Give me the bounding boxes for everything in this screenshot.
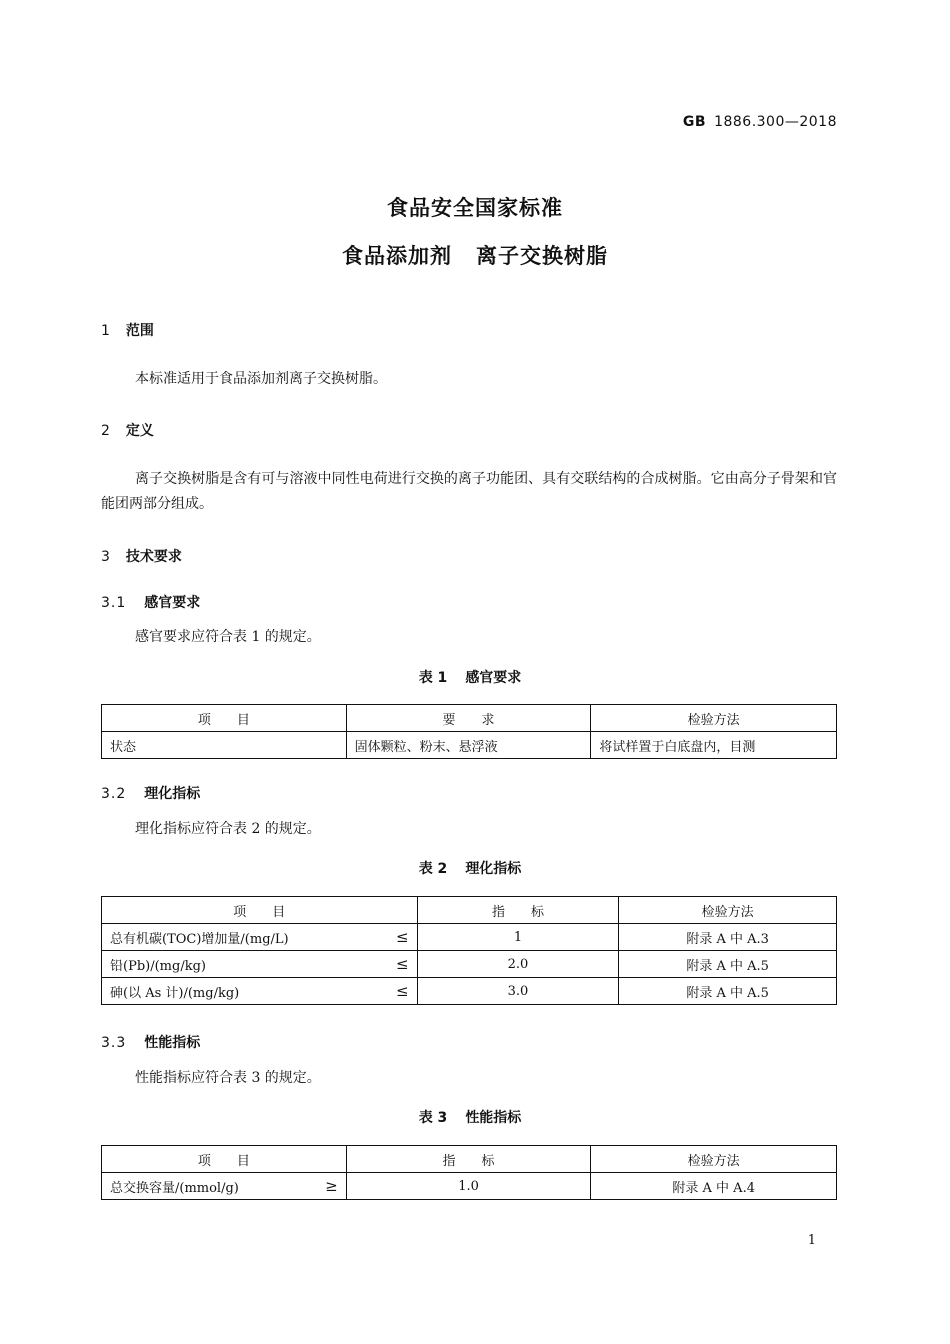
table-2-caption: [0, 858, 940, 878]
table-header-row: [102, 897, 837, 924]
cell-method: 附录 A 中 A.5: [619, 951, 837, 978]
header-item: 项 目: [102, 897, 418, 924]
table-row: [102, 951, 837, 978]
section-title: 性能指标: [144, 1035, 201, 1051]
section-2-text: 离子交换树脂是含有可与溶液中同性电荷进行交换的离子功能团、具有交联结构的合成树脂。它由高分子骨架和官能团两部分组成。: [101, 471, 837, 512]
section-title: 技术要求: [125, 549, 182, 565]
table-row: [102, 924, 837, 951]
section-3-1-text: 感官要求应符合表 1 的规定。: [135, 629, 321, 645]
section-number: 3: [101, 549, 110, 565]
table-1: [101, 704, 837, 759]
cell-method: 附录 A 中 A.3: [619, 924, 837, 951]
section-title: 理化指标: [144, 786, 201, 802]
table-row: [102, 732, 837, 759]
table-3: [101, 1145, 837, 1200]
item-label: 总交换容量/(mmol/g): [110, 1180, 239, 1196]
table-row: [102, 1173, 837, 1200]
table-number: 表 2: [418, 861, 448, 877]
item-label: 砷(以 As 计)/(mg/kg): [110, 985, 240, 1001]
section-3-1-heading: [101, 592, 200, 612]
page-number: 1: [807, 1233, 816, 1248]
section-title: 范围: [125, 323, 154, 339]
operator-symbol: ≤: [396, 981, 409, 1000]
section-3-3-text: 性能指标应符合表 3 的规定。: [135, 1070, 321, 1086]
header-index: 指 标: [417, 897, 619, 924]
header-index: 指 标: [346, 1146, 591, 1173]
table-header-row: [102, 705, 837, 732]
table-header-row: [102, 1146, 837, 1173]
section-1-text: 本标准适用于食品添加剂离子交换树脂。: [135, 371, 387, 387]
cell-method: 将试样置于白底盘内，目测: [591, 732, 837, 759]
section-title: 定义: [125, 423, 154, 439]
cell-item: [102, 1173, 347, 1200]
table-2: [101, 896, 837, 1005]
document-title-sub: [0, 240, 950, 270]
document-title-main: 食品安全国家标准: [387, 196, 563, 220]
header-method: 检验方法: [591, 705, 837, 732]
section-2-heading: [101, 420, 154, 440]
header-method: 检验方法: [591, 1146, 837, 1173]
cell-requirement: 固体颗粒、粉末、悬浮液: [346, 732, 591, 759]
operator-symbol: ≤: [396, 927, 409, 946]
cell-value: 2.0: [417, 951, 619, 978]
item-label: 总有机碳(TOC)增加量/(mg/L): [110, 931, 289, 947]
table-title: 感官要求: [465, 670, 522, 686]
table-3-caption: [0, 1107, 940, 1127]
header-item: 项 目: [102, 1146, 347, 1173]
cell-item: [102, 978, 418, 1005]
section-number: 3.3: [101, 1035, 127, 1051]
cell-item: [102, 924, 418, 951]
standard-prefix: GB: [682, 114, 707, 130]
title-sub-part-b: 离子交换树脂: [476, 244, 608, 268]
cell-method: 附录 A 中 A.4: [591, 1173, 837, 1200]
section-title: 感官要求: [144, 595, 201, 611]
section-3-heading: [101, 546, 182, 566]
section-3-2-text: 理化指标应符合表 2 的规定。: [135, 821, 321, 837]
operator-symbol: ≤: [396, 954, 409, 973]
section-number: 3.2: [101, 786, 127, 802]
table-title: 理化指标: [465, 861, 522, 877]
section-number: 3.1: [101, 595, 127, 611]
standard-code: 1886.300—2018: [714, 114, 837, 130]
standard-number: [683, 114, 837, 130]
section-3-3-heading: [101, 1032, 200, 1052]
item-label: 铅(Pb)/(mg/kg): [110, 958, 206, 974]
table-number: 表 3: [418, 1110, 448, 1126]
table-1-caption: [0, 667, 940, 687]
section-3-2-heading: [101, 783, 200, 803]
title-sub-part-a: 食品添加剂: [342, 244, 452, 268]
cell-value: 3.0: [417, 978, 619, 1005]
section-number: 2: [101, 423, 110, 439]
operator-symbol: ≥: [325, 1176, 338, 1195]
cell-value: 1: [417, 924, 619, 951]
cell-item: [102, 951, 418, 978]
cell-value: 1.0: [346, 1173, 591, 1200]
header-item: 项 目: [102, 705, 347, 732]
table-row: [102, 978, 837, 1005]
section-1-heading: [101, 320, 154, 340]
header-requirement: 要 求: [346, 705, 591, 732]
table-number: 表 1: [418, 670, 448, 686]
header-method: 检验方法: [619, 897, 837, 924]
cell-method: 附录 A 中 A.5: [619, 978, 837, 1005]
cell-item: 状态: [102, 732, 347, 759]
section-number: 1: [101, 323, 110, 339]
table-title: 性能指标: [465, 1110, 522, 1126]
